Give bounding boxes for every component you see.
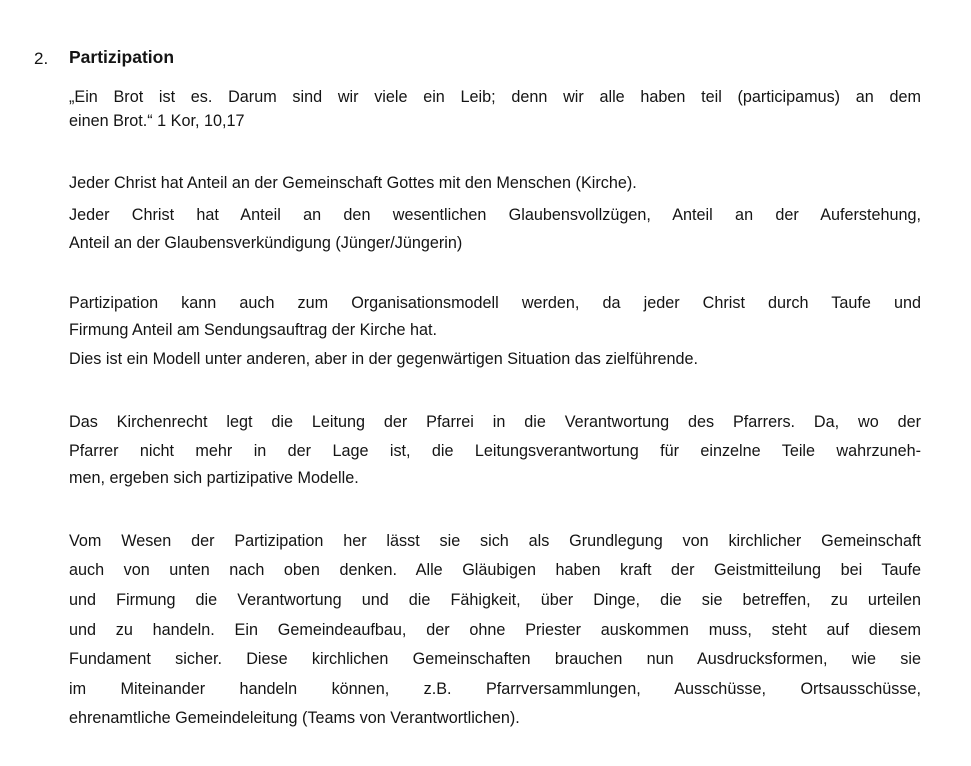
paragraph-line: men, ergeben sich partizipative Modelle. bbox=[69, 469, 359, 487]
paragraph-line: Pfarrer nicht mehr in der Lage ist, die Leitungsverantwortung für einzelne Teile wahrzuneh- bbox=[69, 442, 921, 460]
paragraph-line: im Miteinander handeln können, z.B. Pfarrversammlungen, Ausschüsse, Ortsausschüsse, bbox=[69, 680, 921, 698]
section-title: Partizipation bbox=[69, 47, 175, 67]
quote-line: „Ein Brot ist es. Darum sind wir viele ein Leib; denn wir alle haben teil (participamus) an dem bbox=[69, 88, 921, 106]
paragraph-line: Dies ist ein Modell unter anderen, aber in der gegenwärtigen Situation das zielführende. bbox=[69, 350, 699, 368]
paragraph-line: Das Kirchenrecht legt die Leitung der Pfarrei in die Verantwortung des Pfarrers. Da, wo der bbox=[69, 413, 921, 431]
quote-line: einen Brot.“ 1 Kor, 10,17 bbox=[69, 112, 245, 130]
paragraph-line: und Firmung die Verantwortung und die Fähigkeit, über Dinge, die sie betreffen, zu urteilen bbox=[69, 591, 921, 609]
paragraph-line: Anteil an der Glaubensverkündigung (Jünger/Jüngerin) bbox=[69, 234, 463, 252]
paragraph-line: ehrenamtliche Gemeindeleitung (Teams von Verantwortlichen). bbox=[69, 709, 520, 727]
paragraph-line: Jeder Christ hat Anteil an der Gemeinschaft Gottes mit den Menschen (Kirche). bbox=[69, 174, 637, 192]
section-number: 2. bbox=[34, 49, 49, 68]
paragraph-line: Fundament sicher. Diese kirchlichen Gemeinschaften brauchen nun Ausdrucksformen, wie sie bbox=[69, 650, 921, 668]
paragraph-line: Jeder Christ hat Anteil an den wesentlichen Glaubensvollzügen, Anteil an der Auferstehung, bbox=[69, 206, 921, 224]
paragraph-line: Partizipation kann auch zum Organisationsmodell werden, da jeder Christ durch Taufe und bbox=[69, 294, 921, 312]
paragraph-line: auch von unten nach oben denken. Alle Gläubigen haben kraft der Geistmitteilung bei Taufe bbox=[69, 561, 921, 579]
paragraph-line: und zu handeln. Ein Gemeindeaufbau, der ohne Priester auskommen muss, steht auf diesem bbox=[69, 621, 921, 639]
paragraph-line: Firmung Anteil am Sendungsauftrag der Kirche hat. bbox=[69, 321, 438, 339]
paragraph-line: Vom Wesen der Partizipation her lässt sie sich als Grundlegung von kirchlicher Gemeinschaft bbox=[69, 532, 921, 550]
